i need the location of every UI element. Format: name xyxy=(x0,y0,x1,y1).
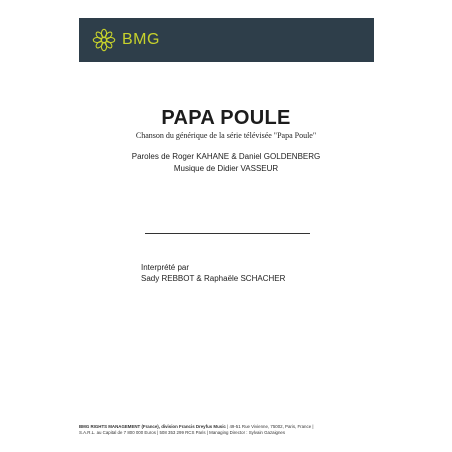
performed-by-label: Interprété par xyxy=(141,263,190,272)
separator-line xyxy=(145,233,310,234)
brand-name: BMG xyxy=(122,31,160,48)
company-footer xyxy=(79,424,379,436)
song-subtitle: Chanson du générique de la série télévisée "Papa Poule" xyxy=(135,131,317,140)
header-banner xyxy=(79,18,374,62)
bmg-flower-logo-icon xyxy=(91,27,117,53)
footer-line-2: S.A.R.L. au Capital de 7 800 000 Euros | 508 353 299 RCS Paris | Managing Director : Sylvain Gazaignes xyxy=(79,430,286,435)
performers-names: Sady REBBOT & Raphaële SCHACHER xyxy=(141,274,286,283)
footer-company-name: BMG RIGHTS MANAGEMENT (France), division Francis Dreyfus Music xyxy=(79,424,226,429)
music-credit: Musique de Didier VASSEUR xyxy=(173,164,279,173)
footer-address: | 49-51 Rue Vivienne, 75002, Paris, France | xyxy=(225,424,314,429)
lyrics-credit: Paroles de Roger KAHANE & Daniel GOLDENBERG xyxy=(131,152,321,161)
song-title: PAPA POULE xyxy=(161,107,291,129)
